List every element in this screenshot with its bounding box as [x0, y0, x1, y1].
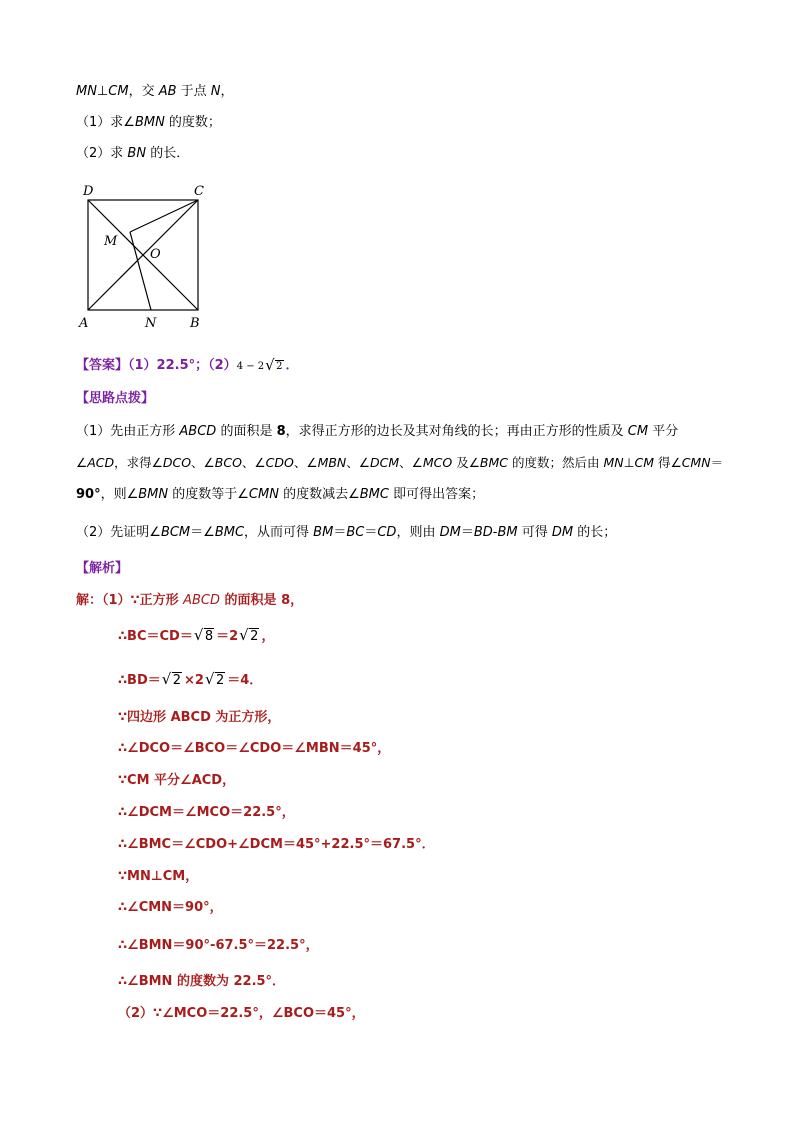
t: -: [492, 525, 498, 540]
t: CD: [377, 525, 397, 540]
t: BCM: [160, 525, 191, 540]
t: CMN: [248, 487, 279, 502]
t: MBN: [317, 455, 347, 470]
label-c: C: [194, 184, 204, 199]
t: 、∠: [191, 455, 215, 470]
t: ∴BD＝: [118, 673, 161, 688]
t: DCM: [370, 455, 400, 470]
t: ＝∠: [190, 525, 215, 540]
t: BC: [346, 525, 365, 540]
analysis-step-7: ∴∠BMC＝∠CDO+∠DCM＝45°+22.5°＝67.5°．: [118, 837, 435, 852]
analysis-step-12: （2）∵∠MCO＝22.5°，∠BCO＝45°，: [118, 1006, 365, 1021]
analysis-step-10: [118, 937, 319, 955]
expr-part: 4 − 2: [236, 361, 265, 372]
square-geometry-figure: [70, 178, 230, 338]
t: ，从而可得: [244, 525, 314, 540]
t: ∴∠BMN＝90°: [118, 938, 211, 953]
t: ，则∠: [100, 487, 139, 502]
analysis-step-4: ∴∠DCO＝∠BCO＝∠CDO＝∠MBN＝45°，: [118, 741, 391, 756]
t: BMC: [479, 455, 508, 470]
t: CM: [627, 424, 649, 439]
t: -: [210, 938, 216, 953]
t: 的面积是: [216, 424, 277, 439]
segment-mn: [130, 232, 151, 310]
t: ＝: [333, 525, 347, 540]
t: 得∠: [654, 455, 682, 470]
segment-ab: AB: [158, 84, 177, 99]
radicand: 2: [250, 629, 259, 644]
question-part-1: [76, 114, 221, 132]
t: ＝2: [216, 629, 239, 644]
t: ＝: [710, 455, 724, 470]
t: 、∠: [399, 455, 423, 470]
answer-line: [76, 357, 299, 376]
sqrt: [195, 628, 214, 646]
text: ，交: [128, 84, 159, 99]
sqrt: [163, 672, 182, 690]
text: （2）求: [76, 146, 128, 161]
t: BD: [473, 525, 493, 540]
t: 、∠: [241, 455, 266, 470]
label-d: D: [83, 184, 94, 199]
t: 的度数；然后由: [508, 455, 604, 470]
analysis-step-1: [118, 628, 274, 646]
answer-text: （1）22.5°；（2）: [128, 358, 237, 373]
t: ，求得正方形的边长及其对角线的长；再由正方形的性质及: [285, 424, 628, 439]
radicand: 2: [172, 673, 182, 688]
text: 的长．: [146, 146, 190, 161]
t: CMN: [681, 455, 711, 470]
hint-line-3: [76, 486, 484, 504]
t: 的长；: [573, 525, 617, 540]
t: 、∠: [346, 455, 370, 470]
analysis-step-0: [76, 592, 303, 610]
t: 8: [276, 424, 286, 439]
answer-tag: 【答案】: [76, 358, 129, 373]
t: DM: [439, 525, 461, 540]
t: ，: [261, 629, 275, 644]
label-a: A: [79, 316, 89, 331]
t: MN⊥CM: [603, 455, 654, 470]
analysis-tag: 【解析】: [76, 561, 129, 576]
t: ，则由: [396, 525, 440, 540]
segment-bn: BN: [127, 146, 147, 161]
analysis-step-2: [118, 672, 262, 690]
analysis-step-9: ∴∠CMN＝90°，: [118, 900, 223, 915]
t: 及∠: [452, 455, 480, 470]
question-line-1: [76, 83, 234, 101]
label-b: B: [190, 316, 200, 331]
t: 、∠: [293, 455, 318, 470]
hint-line-2: [76, 454, 723, 472]
label-n: N: [145, 316, 157, 331]
radicand: 2: [276, 361, 283, 372]
analysis-step-6: ∴∠DCM＝∠MCO＝22.5°，: [118, 805, 295, 820]
t: ，求得∠: [114, 455, 163, 470]
t: DM: [551, 525, 574, 540]
t: 解：（1）∵正方形: [76, 593, 184, 608]
t: ∠: [76, 455, 88, 470]
text: （1）求∠: [76, 115, 135, 130]
t: ＝: [460, 525, 474, 540]
answer-expression: [237, 361, 286, 372]
hint-line-4: [76, 524, 616, 542]
question-part-2: [76, 145, 189, 163]
radicand: 2: [215, 673, 225, 688]
t: ＝4．: [227, 673, 263, 688]
hint-tag: 【思路点拨】: [76, 391, 155, 406]
t: 67.5°＝22.5°，: [215, 938, 319, 953]
t: 90°: [76, 487, 101, 502]
label-o: O: [150, 247, 161, 262]
t: BMC: [359, 487, 389, 502]
t: BMC: [214, 525, 245, 540]
t: ×2: [184, 673, 204, 688]
t: 的度数等于∠: [168, 487, 249, 502]
t: 平分: [648, 424, 679, 439]
t: 的面积是 8，: [220, 593, 304, 608]
t: 可得: [517, 525, 552, 540]
segment-mn-cm: MN⊥CM: [76, 84, 129, 99]
segment-cm: [130, 200, 198, 232]
t: ∴BC＝CD＝: [118, 629, 193, 644]
text: 的度数；: [164, 115, 221, 130]
t: BCO: [214, 455, 242, 470]
t: BM: [313, 525, 334, 540]
t: BM: [497, 525, 518, 540]
t: DCO: [162, 455, 192, 470]
t: MCO: [422, 455, 453, 470]
analysis-step-3: ∵四边形 ABCD 为正方形，: [118, 710, 281, 725]
text: ．: [285, 358, 299, 373]
t: CDO: [265, 455, 294, 470]
analysis-step-11: ∴∠BMN 的度数为 22.5°．: [118, 974, 286, 989]
t: （1）先由正方形: [76, 424, 180, 439]
t: ACD: [87, 455, 115, 470]
t: ABCD: [183, 593, 221, 608]
point-n: N: [210, 84, 221, 99]
sqrt: [206, 672, 225, 690]
t: BMN: [138, 487, 169, 502]
angle-bmn: BMN: [134, 115, 165, 130]
hint-line-1: [76, 423, 678, 441]
t: ＝: [364, 525, 378, 540]
text: 于点: [176, 84, 211, 99]
t: 即可得出答案；: [388, 487, 485, 502]
t: （2）先证明∠: [76, 525, 161, 540]
analysis-step-8: ∵MN⊥CM，: [118, 869, 199, 884]
text: ，: [220, 84, 234, 99]
label-m: M: [104, 234, 118, 249]
t: 的度数减去∠: [278, 487, 360, 502]
radicand: 8: [204, 629, 214, 644]
sqrt: [240, 628, 259, 646]
analysis-step-5: ∵CM 平分∠ACD，: [118, 773, 236, 788]
t: ABCD: [179, 424, 217, 439]
sqrt: [266, 358, 283, 376]
